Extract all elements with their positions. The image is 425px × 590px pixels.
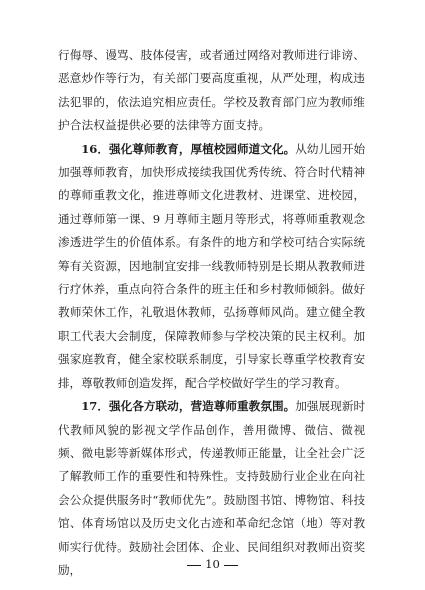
page-number: 10	[205, 557, 220, 571]
paragraph-section-16	[58, 138, 365, 395]
paragraph-section-17	[58, 395, 365, 582]
footer-dash-left	[187, 565, 201, 566]
paragraph-continuation: 行侮辱、谩骂、肢体侵害，或者通过网络对教师进行诽谤、恶意炒作等行为，有关部门要高度重视，从严处理，构成违法犯罪的，依法追究相应责任。学校及教育部门应为教师维护合法权益提供必要的法律等方面支持。	[58, 48, 365, 133]
section-16-heading: 16．强化尊师教育，厚植校园师道文化。	[81, 141, 296, 156]
section-17-heading: 17．强化各方联动，营造尊师重教氛围。	[81, 399, 296, 414]
section-17-body: 加强展现新时代教师风貌的影视文学作品创作，善用微博、微信、微视频、微电影等新媒体形式，传递教师正能量，让全社会广泛了解教师工作的重要性和特殊性。支持鼓励行业企业在向社会公众提供服务时“教师优先”。鼓励图书馆、博物馆、科技馆、体育场馆以及历史文化古迹和革命纪念馆（地）等对教师实行优待。鼓励社会团体、企业、民间组织对教师出资奖励，	[58, 399, 366, 577]
document-page	[58, 44, 365, 582]
footer-dash-right	[224, 565, 238, 566]
section-16-body: 从幼儿园开始加强尊师教育，加快形成接续我国优秀传统、符合时代精神的尊师重教文化，推进尊师文化进教材、进课堂、进校园，通过尊师第一课、9 月尊师主题月等形式，将尊师重教观念渗透进学生的价值体系。有条件的地方和学校可结合实际统筹有关资源，因地制宜安排一线教师特别是长期从教教师进行疗休养，重点向符合条件的班主任和乡村教师倾斜。做好教师荣休工作，礼敬退休教师，弘扬尊师风尚。建立健全教职工代表大会制度，保障教师参与学校决策的民主权利。加强家庭教育，健全家校联系制度，引导家长尊重学校教育安排，尊敬教师创造发挥，配合学校做好学生的学习教育。	[58, 141, 366, 390]
page-footer	[0, 557, 425, 571]
